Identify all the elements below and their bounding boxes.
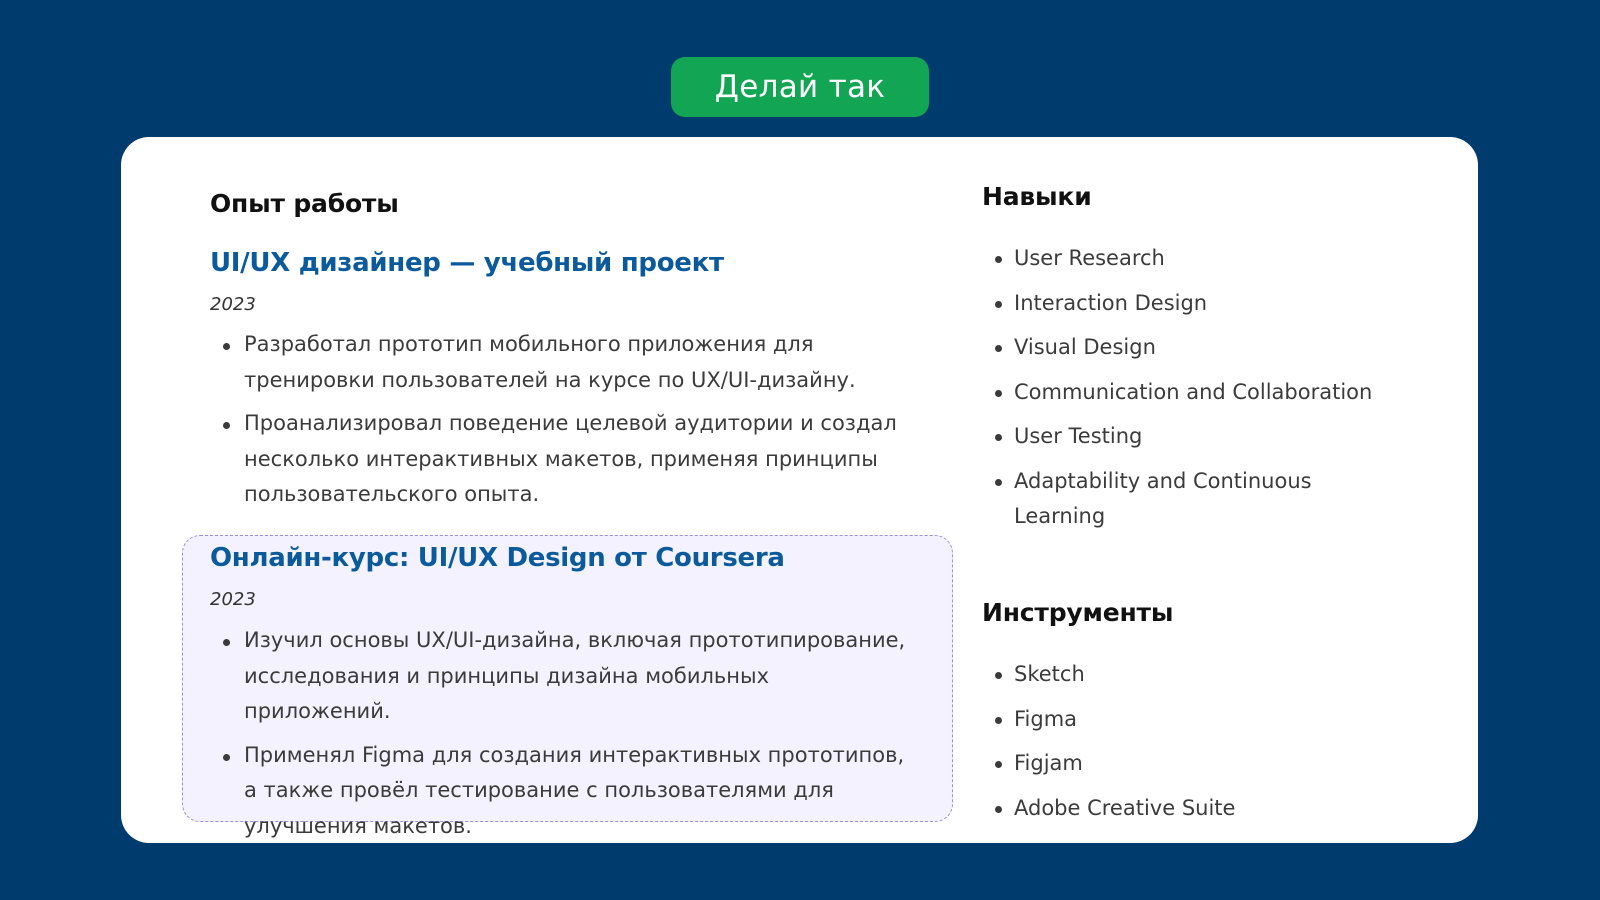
tool-item: Figma xyxy=(981,702,1421,737)
resume-card xyxy=(121,137,1478,843)
skill-item: Adaptability and Continuous Learning xyxy=(981,464,1321,534)
tool-item: Sketch xyxy=(981,657,1421,692)
skill-item: Communication and Collaboration xyxy=(981,375,1421,410)
tool-item: Adobe Creative Suite xyxy=(981,791,1421,826)
experience-heading: Опыт работы xyxy=(210,189,399,218)
experience-section xyxy=(121,137,951,843)
skills-heading: Навыки xyxy=(982,182,1092,211)
experience-year: 2023 xyxy=(210,294,256,315)
skill-item: Interaction Design xyxy=(981,286,1421,321)
skill-item: User Research xyxy=(981,241,1421,276)
tool-item: Figjam xyxy=(981,746,1421,781)
skill-item: User Testing xyxy=(981,419,1421,454)
experience-bullet: Применял Figma для создания интерактивных прототипов, а также провёл тестирование с пользователями для улучшения макетов. xyxy=(210,738,920,844)
experience-title: Онлайн-курс: UI/UX Design от Coursera xyxy=(210,543,785,573)
experience-bullet: Проанализировал поведение целевой аудитории и создал несколько интерактивных макетов, применяя принципы пользовательского опыта. xyxy=(210,406,950,513)
experience-bullet: Разработал прототип мобильного приложения для тренировки пользователей на курсе по UX/UI-дизайну. xyxy=(210,327,950,398)
skill-item: Visual Design xyxy=(981,330,1421,365)
skills-list xyxy=(981,241,1421,543)
do-this-badge: Делай так xyxy=(671,57,929,117)
experience-bullets xyxy=(210,623,920,843)
experience-bullets xyxy=(210,327,950,521)
experience-bullet: Изучил основы UX/UI-дизайна, включая прототипирование, исследования и принципы дизайна мобильных приложений. xyxy=(210,623,920,730)
experience-title: UI/UX дизайнер — учебный проект xyxy=(210,248,724,278)
tools-heading: Инструменты xyxy=(982,598,1174,627)
skills-tools-section xyxy=(981,137,1461,843)
experience-year: 2023 xyxy=(210,589,256,610)
tools-list xyxy=(981,657,1421,835)
